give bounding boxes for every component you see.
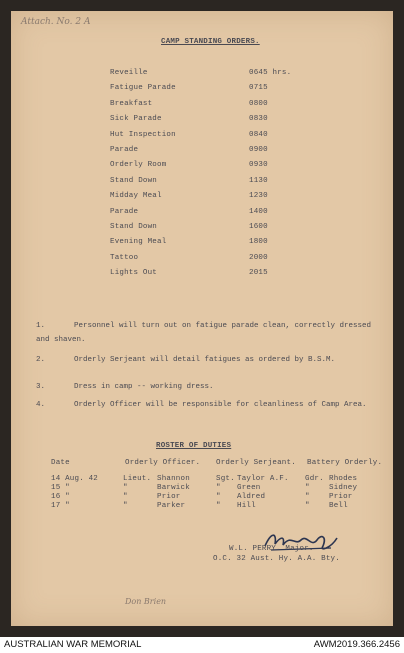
schedule-time: 0900 — [249, 146, 268, 154]
note-text: Personnel will turn out on fatigue parade clean, correctly dressed and shaven. — [36, 322, 372, 344]
roster-cell-o-rank: " — [123, 484, 128, 492]
schedule-event: Evening Meal — [110, 238, 167, 247]
roster-cell-officer: Prior — [157, 493, 181, 501]
schedule-time: 2015 — [249, 269, 268, 278]
signature-unit: O.C. 32 Aust. Hy. A.A. Bty. — [213, 555, 340, 563]
note-text: Orderly Officer will be responsible for cleanliness of Camp Area. — [74, 401, 367, 409]
note-item — [36, 319, 376, 347]
note-text: Orderly Serjeant will detail fatigues as ordered by B.S.M. — [74, 356, 336, 364]
roster-header-battery: Battery Orderly. — [307, 459, 383, 467]
schedule-event: Breakfast — [110, 99, 153, 108]
schedule-event: Stand Down — [110, 223, 158, 231]
schedule-time: 0645 hrs. — [249, 69, 292, 77]
roster-cell-serjeant: Hill — [237, 502, 256, 510]
schedule-event: Tattoo — [110, 253, 139, 262]
roster-cell-officer: Barwick — [157, 484, 190, 492]
roster-cell-battery: Rhodes — [329, 475, 358, 483]
roster-cell-battery: Prior — [329, 493, 353, 501]
schedule-time: 1400 — [249, 207, 268, 216]
schedule-time: 2000 — [249, 253, 268, 262]
schedule-event: Parade — [110, 207, 139, 216]
schedule-time: 1800 — [249, 238, 268, 247]
roster-cell-battery: Sidney — [329, 484, 358, 492]
note-number: 2. — [36, 356, 46, 364]
note-item — [36, 380, 376, 394]
roster-cell-date: 17 " — [51, 502, 70, 510]
footer-institution: AUSTRALIAN WAR MEMORIAL — [4, 639, 142, 650]
schedule-event: Sick Parade — [110, 115, 162, 124]
schedule-time: 0800 — [249, 99, 268, 108]
roster-cell-serjeant: Aldred — [237, 493, 266, 501]
signature-name: W.L. PERRY. Major. — [229, 545, 314, 553]
archive-footer — [0, 637, 404, 653]
roster-cell-serjeant: Taylor A.F. — [237, 475, 289, 483]
schedule-time: 0715 — [249, 84, 268, 93]
roster-cell-officer: Shannon — [157, 475, 190, 483]
note-item — [36, 398, 376, 412]
schedule-time: 1600 — [249, 223, 268, 231]
note-number: 1. — [36, 322, 46, 330]
roster-header-date: Date — [51, 459, 70, 467]
roster-cell-s-rank: Sgt. — [216, 475, 235, 483]
roster-cell-s-rank: " — [216, 502, 221, 510]
schedule-time: 1230 — [249, 192, 268, 201]
note-number: 3. — [36, 383, 46, 391]
roster-cell-battery: Bell — [329, 502, 348, 510]
schedule-event: Fatigue Parade — [110, 84, 176, 93]
schedule-time: 0930 — [249, 161, 268, 170]
roster-cell-b-rank: " — [305, 502, 310, 510]
roster-cell-s-rank: " — [216, 493, 221, 501]
schedule-event: Stand Down — [110, 176, 158, 185]
schedule-event: Hut Inspection — [110, 130, 176, 139]
roster-cell-date: 16 " — [51, 493, 70, 501]
roster-cell-date: 14 Aug. 42 — [51, 475, 99, 483]
roster-cell-b-rank: " — [305, 484, 310, 492]
pencil-bottom-note: Don Brien — [125, 597, 167, 606]
schedule-event: Reveille — [110, 69, 148, 77]
note-number: 4. — [36, 401, 46, 409]
roster-header-serjeant: Orderly Serjeant. — [216, 459, 296, 467]
schedule-event: Orderly Room — [110, 161, 167, 170]
document-page — [11, 11, 393, 626]
roster-cell-o-rank: Lieut. — [123, 475, 152, 483]
footer-accession-number: AWM2019.366.2456 — [313, 639, 400, 650]
roster-cell-b-rank: " — [305, 493, 310, 501]
schedule-event: Parade — [110, 146, 139, 154]
roster-cell-o-rank: " — [123, 502, 128, 510]
roster-cell-serjeant: Green — [237, 484, 261, 492]
roster-cell-b-rank: Gdr. — [305, 475, 324, 483]
schedule-time: 0840 — [249, 130, 268, 139]
roster-cell-s-rank: " — [216, 484, 221, 492]
roster-title: ROSTER OF DUTIES — [156, 442, 232, 450]
roster-cell-date: 15 " — [51, 484, 70, 492]
schedule-event: Midday Meal — [110, 192, 162, 201]
roster-cell-o-rank: " — [123, 493, 128, 501]
note-item — [36, 353, 376, 367]
schedule-event: Lights Out — [110, 269, 158, 278]
roster-cell-officer: Parker — [157, 502, 186, 510]
document-title: CAMP STANDING ORDERS. — [161, 38, 260, 46]
note-text: Dress in camp -- working dress. — [74, 383, 214, 391]
schedule-time: 1130 — [249, 176, 268, 185]
roster-header-officer: Orderly Officer. — [125, 459, 201, 467]
schedule-time: 0830 — [249, 115, 268, 124]
pencil-reference-note: Attach. No. 2 A — [21, 17, 91, 27]
